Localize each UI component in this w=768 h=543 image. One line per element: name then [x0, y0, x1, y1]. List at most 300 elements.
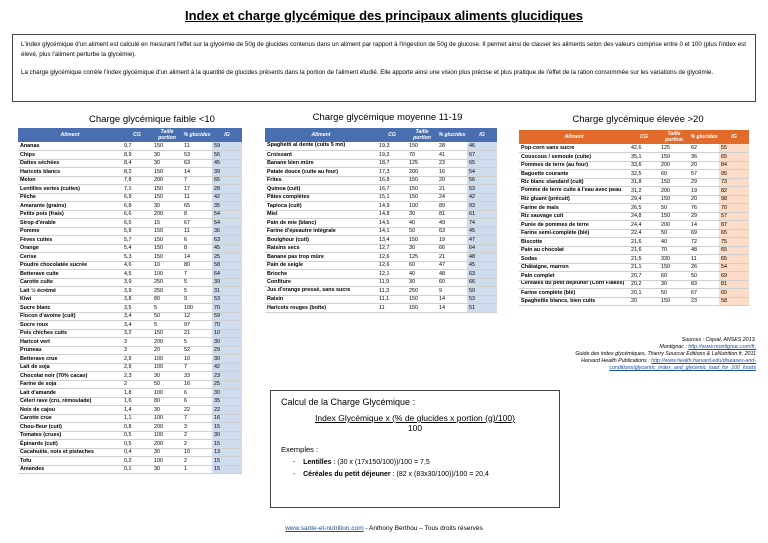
glucides-value: 48: [437, 270, 467, 279]
table-title-low: Charge glycémique faible <10: [89, 114, 215, 125]
cg-value: 6,9: [122, 193, 152, 202]
calculation-box: [270, 390, 560, 508]
portion-value: 200: [152, 440, 182, 449]
ig-value: 30: [212, 355, 242, 364]
food-name: Chou-fleur (cuit): [18, 423, 122, 432]
portion-value: 50: [152, 312, 182, 321]
table-row: [265, 202, 497, 211]
food-name: Amarante (grains): [18, 202, 122, 211]
portion-value: 150: [152, 244, 182, 253]
cg-value: 5,9: [122, 227, 152, 236]
cg-value: 21,5: [629, 255, 659, 264]
table-row: [18, 397, 242, 406]
ig-value: 45: [467, 227, 497, 236]
glucides-value: 20: [689, 161, 719, 170]
table-row: [18, 295, 242, 304]
glucides-value: 22: [182, 406, 212, 415]
glucides-value: 6: [182, 397, 212, 406]
food-name: Pain de mie (blanc): [265, 219, 377, 228]
food-name: Pois chiches cuits: [18, 329, 122, 338]
portion-value: 150: [152, 253, 182, 262]
table-row: [18, 151, 242, 160]
food-name: Raisins secs: [265, 244, 377, 253]
portion-value: 60: [659, 272, 689, 281]
table-row: [18, 440, 242, 449]
glucides-value: 7: [182, 176, 212, 185]
table-title-medium: Charge glycémique moyenne 11-19: [312, 112, 463, 123]
glucides-value: 11: [182, 142, 212, 151]
ig-value: 70: [212, 321, 242, 330]
food-name: Melon: [18, 176, 122, 185]
portion-value: 200: [659, 221, 689, 230]
table-row: [18, 236, 242, 245]
food-name: Riz sauvage cuit: [519, 212, 629, 221]
food-name: Lentilles vertes (cuites): [18, 185, 122, 194]
cg-value: 20: [629, 297, 659, 306]
ig-value: 59: [212, 142, 242, 151]
food-name: Pâtes complètes: [265, 193, 377, 202]
portion-value: 5: [152, 304, 182, 313]
column-header-aliment: Aliment: [265, 128, 377, 142]
ig-value: 15: [212, 440, 242, 449]
intro-box: [12, 34, 756, 102]
glucides-value: 60: [437, 278, 467, 287]
food-name: Farine semi-complète (blé): [519, 229, 629, 238]
table-row: [265, 253, 497, 262]
source-montignac: Montignac : http://www.montignac.com/fr,: [659, 344, 756, 350]
ig-value: 74: [467, 219, 497, 228]
food-name: Jus d'orange pressé, sans sucre: [265, 287, 377, 296]
glucides-value: 11: [182, 227, 212, 236]
food-name: Miel: [265, 210, 377, 219]
ig-value: 87: [719, 221, 749, 230]
cg-value: 35,1: [629, 153, 659, 162]
cg-value: 21,6: [629, 246, 659, 255]
portion-value: 125: [407, 253, 437, 262]
column-header-gluc: % glucides: [689, 130, 719, 144]
table-row: [265, 168, 497, 177]
glucides-value: 80: [182, 261, 212, 270]
ig-value: 84: [719, 161, 749, 170]
portion-value: 30: [152, 151, 182, 160]
ig-value: 39: [212, 278, 242, 287]
portion-value: 100: [152, 355, 182, 364]
food-name: Quinoa (cuit): [265, 185, 377, 194]
food-name: Ananas: [18, 142, 122, 151]
ig-value: 59: [212, 312, 242, 321]
portion-value: 100: [152, 414, 182, 423]
portion-value: 10: [152, 261, 182, 270]
glucides-value: 14: [182, 168, 212, 177]
ig-value: 58: [719, 297, 749, 306]
table-row: [18, 346, 242, 355]
ig-value: 53: [212, 295, 242, 304]
glucides-value: 5: [182, 338, 212, 347]
table-row: [265, 287, 497, 296]
ig-value: 36: [212, 227, 242, 236]
cg-value: 19,2: [377, 151, 407, 160]
glucides-value: 29: [689, 212, 719, 221]
cg-value: 3,8: [122, 295, 152, 304]
table-row: [18, 355, 242, 364]
table-row: [265, 261, 497, 270]
glucides-value: 9: [437, 287, 467, 296]
cg-value: 8,9: [122, 151, 152, 160]
portion-value: 250: [152, 287, 182, 296]
table-row: [18, 312, 242, 321]
food-name: Pommes de terre (au four): [519, 161, 629, 170]
food-name: Farine complète (blé): [519, 289, 629, 298]
food-name: Confiture: [265, 278, 377, 287]
cg-value: 3,4: [122, 321, 152, 330]
table-row: [18, 210, 242, 219]
cg-value: 8,4: [122, 159, 152, 168]
glucides-value: 19: [689, 187, 719, 196]
food-name: Patate douce (cuite au four): [265, 168, 377, 177]
footer: [0, 525, 768, 532]
portion-value: 200: [659, 161, 689, 170]
table-row: [18, 414, 242, 423]
ig-value: 61: [467, 210, 497, 219]
glucides-value: 16: [437, 168, 467, 177]
food-name: Tofu: [18, 457, 122, 466]
ig-value: 29: [212, 346, 242, 355]
cg-value: 20,7: [629, 272, 659, 281]
food-name: Lait d'amande: [18, 389, 122, 398]
food-name: Poudre chocolatée sucrée: [18, 261, 122, 270]
table-row: [18, 329, 242, 338]
cg-value: 1,8: [122, 389, 152, 398]
ig-value: 70: [719, 204, 749, 213]
table-title-high: Charge glycémique élevée >20: [572, 114, 704, 125]
food-name: Chocolat noir (70% cacao): [18, 372, 122, 381]
glucides-value: 47: [437, 261, 467, 270]
food-name: Couscous / semoule (cuite): [519, 153, 629, 162]
food-name: Riz gluant (précuit): [519, 195, 629, 204]
food-name: Tapioca (cuit): [265, 202, 377, 211]
portion-value: 200: [152, 423, 182, 432]
food-name: Spaghetti al dente (cuits 5 mn): [265, 142, 377, 151]
cg-value: 11,3: [377, 287, 407, 296]
table-row: [265, 244, 497, 253]
cg-value: 33,6: [629, 161, 659, 170]
cg-value: 11: [377, 304, 407, 313]
portion-value: 100: [407, 202, 437, 211]
glucides-value: 72: [689, 238, 719, 247]
ig-value: 42: [467, 193, 497, 202]
cg-value: 15,1: [377, 193, 407, 202]
table-header-row: [519, 130, 749, 144]
cg-value: 31,8: [629, 178, 659, 187]
ig-value: 69: [719, 272, 749, 281]
portion-value: 30: [152, 465, 182, 474]
cg-value: 42,6: [629, 144, 659, 153]
ig-value: 46: [467, 142, 497, 151]
column-header-ig: IG: [719, 130, 749, 144]
table-row: [18, 380, 242, 389]
food-name: Betterave cuite: [18, 270, 122, 279]
portion-value: 150: [152, 329, 182, 338]
table-high: [519, 130, 749, 306]
table-row: [18, 168, 242, 177]
glucides-value: 50: [689, 272, 719, 281]
portion-value: 15: [152, 219, 182, 228]
table-row: [519, 272, 749, 281]
ig-value: 57: [719, 212, 749, 221]
food-name: Tomates (crues): [18, 431, 122, 440]
cg-value: 0,2: [122, 457, 152, 466]
glucides-value: 6: [182, 389, 212, 398]
ig-value: 98: [719, 195, 749, 204]
glucides-value: 10: [182, 355, 212, 364]
portion-value: 200: [407, 168, 437, 177]
portion-value: 50: [407, 227, 437, 236]
ig-value: 65: [467, 159, 497, 168]
portion-value: 150: [152, 185, 182, 194]
cg-value: 12,6: [377, 253, 407, 262]
glucides-value: 3: [182, 423, 212, 432]
portion-value: 200: [152, 338, 182, 347]
glucides-value: 33: [182, 372, 212, 381]
ig-value: 63: [212, 236, 242, 245]
food-name: Biscotte: [519, 238, 629, 247]
table-row: [519, 255, 749, 264]
glucides-value: 14: [689, 221, 719, 230]
portion-value: 150: [407, 295, 437, 304]
portion-value: 30: [152, 406, 182, 415]
portion-value: 150: [659, 263, 689, 272]
table-row: [18, 431, 242, 440]
glucides-value: 2: [182, 440, 212, 449]
ig-value: 39: [212, 168, 242, 177]
portion-value: 30: [407, 244, 437, 253]
table-row: [18, 270, 242, 279]
glucides-value: 21: [182, 329, 212, 338]
column-header-aliment: Aliment: [18, 128, 122, 142]
glucides-value: 67: [182, 219, 212, 228]
food-name: Pruneau: [18, 346, 122, 355]
glucides-value: 29: [689, 178, 719, 187]
cg-value: 31,2: [629, 187, 659, 196]
table-row: [18, 253, 242, 262]
cg-value: 2,3: [122, 372, 152, 381]
glucides-value: 17: [182, 185, 212, 194]
ig-value: 65: [719, 246, 749, 255]
portion-value: 200: [152, 176, 182, 185]
portion-value: 150: [407, 142, 437, 151]
table-row: [18, 448, 242, 457]
food-name: Pomme: [18, 227, 122, 236]
ig-value: 67: [467, 151, 497, 160]
food-name: Cerise: [18, 253, 122, 262]
column-header-cg: CG: [629, 130, 659, 144]
harvard-link[interactable]: http://www.health.harvard.edu/diseases-and-: [651, 358, 756, 364]
ig-value: 63: [467, 270, 497, 279]
portion-value: 50: [152, 380, 182, 389]
cg-value: 14,5: [377, 219, 407, 228]
cg-value: 29,4: [629, 195, 659, 204]
glucides-value: 81: [437, 210, 467, 219]
cg-value: 14,9: [377, 202, 407, 211]
table-row: [265, 295, 497, 304]
portion-value: 5: [152, 321, 182, 330]
glucides-value: 11: [689, 255, 719, 264]
cg-value: 20,1: [629, 289, 659, 298]
cg-value: 0,4: [122, 448, 152, 457]
cg-value: 3: [122, 338, 152, 347]
ig-value: 35: [212, 202, 242, 211]
glucides-value: 6: [182, 236, 212, 245]
food-name: Dattes séchées: [18, 159, 122, 168]
table-row: [519, 178, 749, 187]
table-row: [18, 142, 242, 151]
cg-value: 3,5: [122, 304, 152, 313]
ig-value: 47: [467, 236, 497, 245]
table-row: [519, 229, 749, 238]
food-name: Épinards (cuit): [18, 440, 122, 449]
table-medium: [265, 128, 497, 313]
food-name: Sodas: [519, 255, 629, 264]
portion-value: 40: [407, 219, 437, 228]
cg-value: 2,9: [122, 355, 152, 364]
food-name: Haricots rouges (boîte): [265, 304, 377, 313]
table-header-row: [265, 128, 497, 142]
glucides-value: 1: [182, 465, 212, 474]
column-header-aliment: Aliment: [519, 130, 629, 144]
food-name: Petits pois (frais): [18, 210, 122, 219]
cg-value: 16,7: [377, 185, 407, 194]
cg-value: 5,7: [122, 236, 152, 245]
cg-value: 4,6: [122, 261, 152, 270]
montignac-link[interactable]: http://www.montignac.com/fr,: [688, 344, 756, 350]
table-row: [18, 363, 242, 372]
portion-value: 30: [407, 210, 437, 219]
table-row: [519, 238, 749, 247]
portion-value: 50: [659, 204, 689, 213]
table-row: [519, 246, 749, 255]
column-header-ig: IG: [467, 128, 497, 142]
food-name: Céleri rave (cru, rémoulade): [18, 397, 122, 406]
table-row: [18, 202, 242, 211]
ig-value: 93: [467, 202, 497, 211]
glucides-value: 12: [182, 312, 212, 321]
column-header-taille: Taille portion: [407, 128, 437, 142]
food-name: Orange: [18, 244, 122, 253]
calc-title: Calcul de la Charge Glycémique :: [281, 397, 416, 407]
cg-value: 14,1: [377, 227, 407, 236]
glucides-value: 100: [182, 304, 212, 313]
food-name: Pêche: [18, 193, 122, 202]
cg-value: 8,2: [122, 168, 152, 177]
portion-value: 80: [152, 295, 182, 304]
table-row: [18, 219, 242, 228]
ig-value: 54: [719, 263, 749, 272]
food-name: Purée de pommes de terre: [519, 221, 629, 230]
table-row: [265, 236, 497, 245]
food-name: Pain de seigle: [265, 261, 377, 270]
food-name: Noix de cajou: [18, 406, 122, 415]
ig-value: 25: [212, 253, 242, 262]
glucides-value: 10: [182, 448, 212, 457]
glucides-value: 8: [182, 244, 212, 253]
food-name: Lait de soja: [18, 363, 122, 372]
portion-value: 200: [152, 210, 182, 219]
ig-value: 31: [212, 287, 242, 296]
cg-value: 18,7: [377, 159, 407, 168]
cg-value: 13,4: [377, 236, 407, 245]
ig-value: 54: [467, 168, 497, 177]
glucides-value: 20: [437, 176, 467, 185]
ig-value: 82: [719, 187, 749, 196]
table-row: [519, 204, 749, 213]
ig-value: 56: [467, 176, 497, 185]
table-row: [265, 278, 497, 287]
table-row: [18, 321, 242, 330]
glucides-value: 28: [437, 142, 467, 151]
ig-value: 15: [212, 457, 242, 466]
cg-value: 6,8: [122, 202, 152, 211]
food-name: Flocon d'avoine (cuit): [18, 312, 122, 321]
table-row: [265, 142, 497, 151]
portion-value: 30: [152, 372, 182, 381]
table-row: [519, 187, 749, 196]
ig-value: 15: [212, 423, 242, 432]
glucides-value: 66: [437, 244, 467, 253]
portion-value: 100: [152, 457, 182, 466]
cg-value: 3: [122, 346, 152, 355]
food-name: Baguette courante: [519, 170, 629, 179]
glucides-value: 7: [182, 414, 212, 423]
column-header-gluc: % glucides: [437, 128, 467, 142]
ig-value: 45: [212, 159, 242, 168]
portion-value: 150: [407, 185, 437, 194]
portion-value: 30: [659, 280, 689, 289]
ig-value: 35: [212, 397, 242, 406]
table-row: [519, 153, 749, 162]
cg-value: 3,9: [122, 278, 152, 287]
ig-value: 56: [212, 151, 242, 160]
site-link[interactable]: www.sante-et-nutrition.com: [285, 525, 364, 532]
food-name: Kiwi: [18, 295, 122, 304]
portion-value: 70: [659, 246, 689, 255]
cg-value: 21,6: [629, 238, 659, 247]
table-row: [265, 185, 497, 194]
portion-value: 150: [659, 297, 689, 306]
table-row: [519, 221, 749, 230]
cg-value: 6,5: [122, 219, 152, 228]
column-header-gluc: % glucides: [182, 128, 212, 142]
portion-value: 70: [407, 151, 437, 160]
cg-value: 1,4: [122, 406, 152, 415]
cg-value: 3,4: [122, 312, 152, 321]
cg-value: 3,2: [122, 329, 152, 338]
cg-value: 24,4: [629, 221, 659, 230]
ig-value: 65: [212, 176, 242, 185]
cg-value: 14,8: [377, 210, 407, 219]
cg-value: 7,1: [122, 185, 152, 194]
table-row: [265, 304, 497, 313]
cg-value: 11,1: [377, 295, 407, 304]
ig-value: 75: [719, 238, 749, 247]
cg-value: 11,9: [377, 278, 407, 287]
table-row: [519, 280, 749, 289]
ig-value: 16: [212, 414, 242, 423]
portion-value: 150: [659, 178, 689, 187]
table-row: [18, 423, 242, 432]
ig-value: 66: [467, 278, 497, 287]
cg-value: 0,8: [122, 423, 152, 432]
harvard-link-cont[interactable]: conditions/glycemic_index_and_glycemic_load_for_100_foods: [609, 365, 756, 371]
